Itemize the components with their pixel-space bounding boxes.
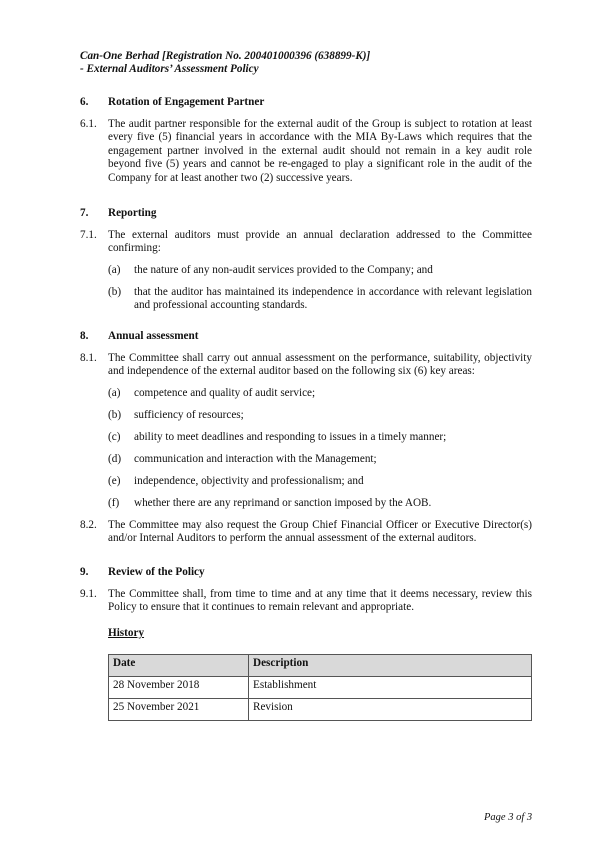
list-item-7-1-a [108,264,532,277]
history-date-cell: 25 November 2021 [109,699,249,721]
list-item-label: (b) [108,286,122,298]
list-item-label: (a) [108,264,121,276]
company-registration-line: Can-One Berhad [Registration No. 200401000396 (638899-K)] [80,50,371,62]
list-item-text: ability to meet deadlines and responding to issues in a timely manner; [134,431,447,443]
page-number: Page 3 of 3 [484,812,533,823]
paragraph-text: The Committee may also request the Group Chief Financial Officer or Executive Director(s) and/or Internal Auditors to perform the annual assessment of the external auditors. [108,519,532,545]
list-item-label: (f) [108,497,120,509]
section-number: 7. [80,207,89,219]
list-item-text: independence, objectivity and professionalism; and [134,475,364,487]
running-header [80,50,370,76]
list-item-text: communication and interaction with the Management; [134,453,377,465]
list-item-8-1-d [108,453,532,466]
list-item-label: (d) [108,453,122,465]
column-header-date: Date [109,655,249,677]
section-title: Reporting [108,207,157,219]
paragraph-number: 7.1. [80,229,97,241]
paragraph-number: 6.1. [80,118,97,130]
paragraph-7-1 [80,229,532,256]
paragraph-text: The audit partner responsible for the external audit of the Group is subject to rotation at least every five (5) financial years in accordance with the MIA By-Laws which requires that the engagement partner involved in the external audit should not remain in a key audit role beyond five (5) years and cannot be re-engaged to play a significant role in the audit of the Company for at least another two (2) successive years. [108,118,532,184]
section-title: Annual assessment [108,330,199,342]
section-number: 9. [80,566,89,578]
history-heading: History [108,627,145,639]
paragraph-text: The Committee shall, from time to time and at any time that it deems necessary, review this Policy to ensure that it continues to remain relevant and appropriate. [108,588,532,614]
section-number: 8. [80,330,89,342]
list-item-label: (b) [108,409,122,421]
paragraph-text: The Committee shall carry out annual assessment on the performance, suitability, objectivity and independence of the external auditor based on the following six (6) key areas: [108,352,532,378]
list-item-8-1-b [108,409,532,422]
column-header-description: Description [249,655,532,677]
list-item-8-1-e [108,475,532,488]
list-item-label: (c) [108,431,121,443]
paragraph-number: 9.1. [80,588,97,600]
paragraph-number: 8.2. [80,519,97,531]
list-item-text: the nature of any non-audit services provided to the Company; and [134,264,433,276]
paragraph-9-1 [80,588,532,615]
paragraph-8-2 [80,519,532,546]
policy-title-line: - External Auditors’ Assessment Policy [80,63,259,75]
list-item-label: (e) [108,475,121,487]
history-description-cell: Establishment [249,677,532,699]
list-item-text: sufficiency of resources; [134,409,244,421]
section-title: Review of the Policy [108,566,205,578]
paragraph-6-1 [80,118,532,185]
section-number: 6. [80,96,89,108]
table-row [109,699,532,721]
paragraph-text: The external auditors must provide an annual declaration addressed to the Committee confirming: [108,229,532,255]
list-item-7-1-b [108,286,532,313]
list-item-text: whether there are any reprimand or sanction imposed by the AOB. [134,497,432,509]
paragraph-8-1 [80,352,532,379]
history-date-cell: 28 November 2018 [109,677,249,699]
paragraph-number: 8.1. [80,352,97,364]
table-row [109,677,532,699]
list-item-8-1-f [108,497,532,510]
history-table [108,654,532,721]
history-description-cell: Revision [249,699,532,721]
list-item-8-1-c [108,431,532,444]
history-table-header-row [109,655,532,677]
section-title: Rotation of Engagement Partner [108,96,265,108]
list-item-text: that the auditor has maintained its independence in accordance with relevant legislation and professional accounting standards. [134,286,532,312]
list-item-text: competence and quality of audit service; [134,387,316,399]
list-item-8-1-a [108,387,532,400]
list-item-label: (a) [108,387,121,399]
